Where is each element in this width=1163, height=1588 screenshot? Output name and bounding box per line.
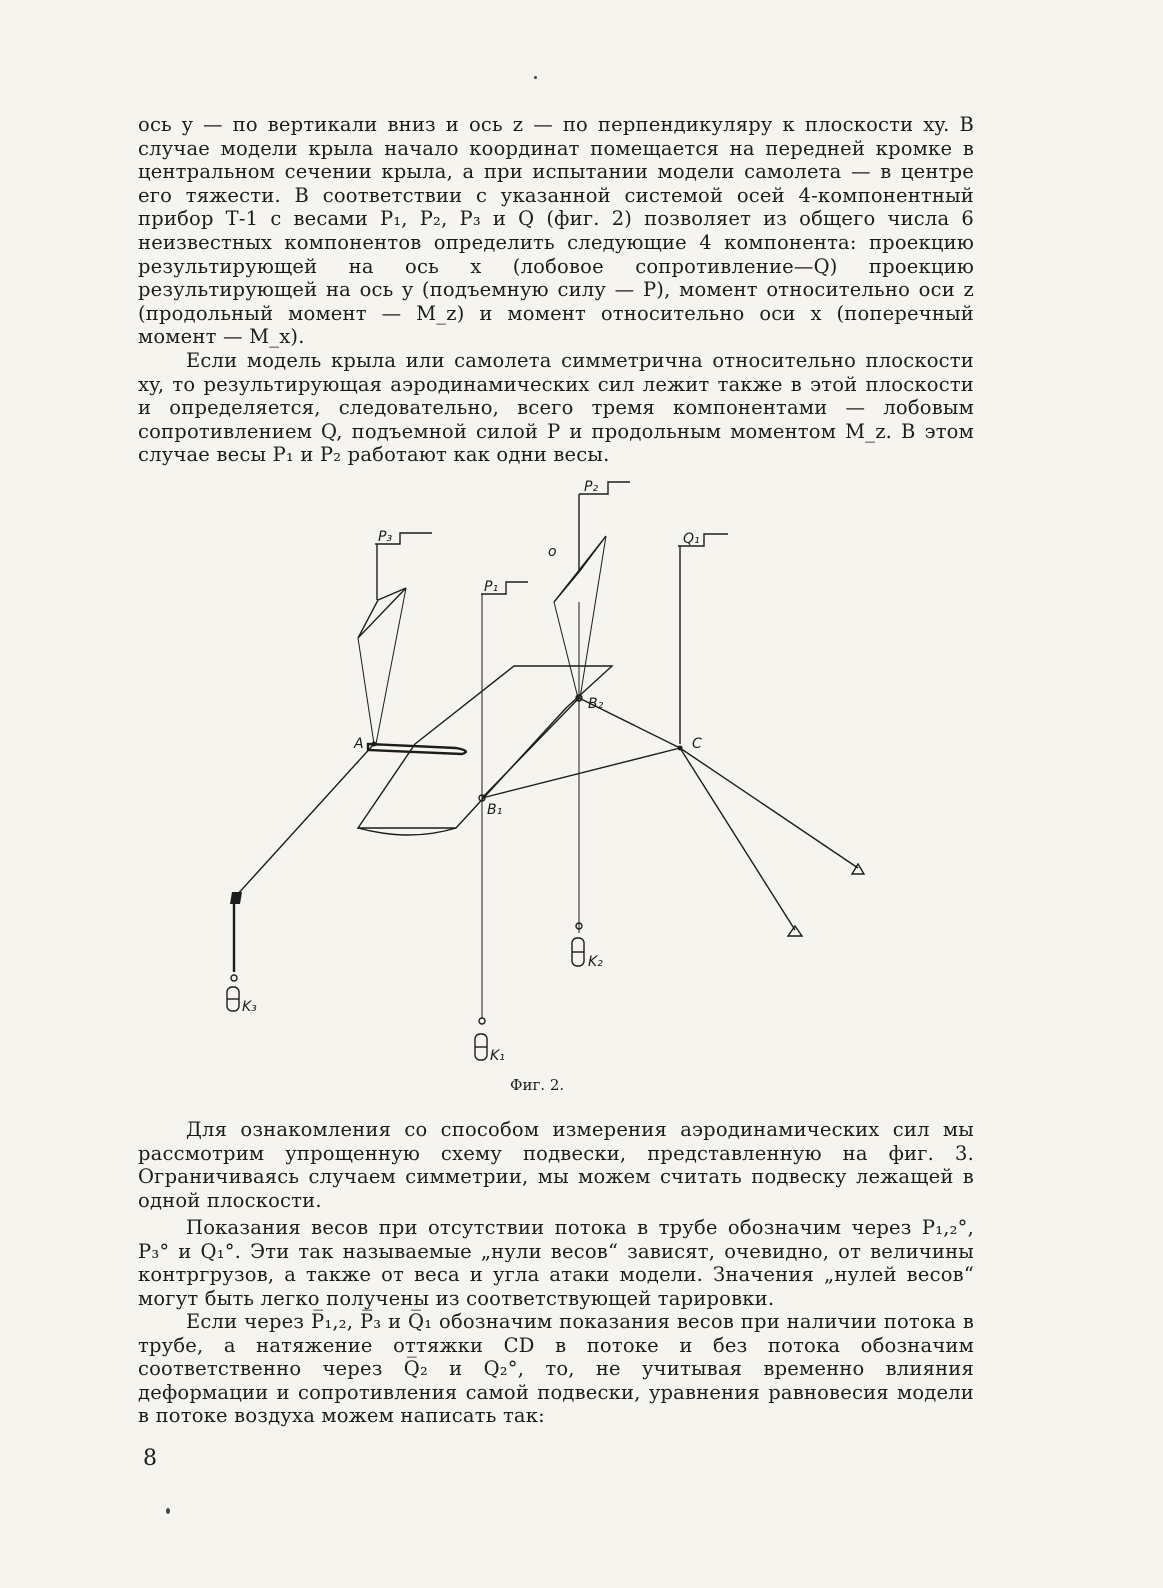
label-b2: B₂: [588, 696, 604, 712]
label-b1: B₁: [487, 802, 503, 818]
label-k2: K₂: [588, 954, 603, 970]
balance-p2: [548, 479, 630, 602]
scan-speck: [534, 76, 537, 79]
paragraph-axes: ось y — по вертикали вниз и ось z — по перпендикуляру к плоскости xy. В случае модели крыла начало координат помещается на передней кромке в центральном сечении крыла, а при испытании модели самолета — в центре его тяжести. В соответствии с указанной системой осей 4-компонентный прибор Т-1 с весами P₁, P₂, P₃ и Q (фиг. 2) позволяет из общего числа 6 неизвестных компонентов определить следующие 4 компонента: проекцию результирующей на ось x (лобовое сопротивление—Q) проекцию результирующей на ось y (подъемную силу — P), момент относительно оси z (продольный момент — M_z) и момент относительно оси x (поперечный момент — M_x).: [138, 113, 974, 349]
paragraph-symmetry: Если модель крыла или самолета симметрична относительно плоскости xy, то результирующая аэродинамических сил лежит также в этой плоскости и определяется, следовательно, всего тремя компонентами — лобовым сопротивлением Q, подъемной силой P и продольным моментом M_z. В этом случае весы P₁ и P₂ работают как одни весы.: [138, 349, 974, 467]
label-p1: P₁: [484, 579, 499, 595]
paragraph-equations: Если через P̅₁,₂, P̅₃ и Q̅₁ обозначим показания весов при наличии потока в трубе, а натяжение оттяжки CD в потоке и без потока обозначим соответственно через Q̅₂ и Q₂°, то, не учитывая временно влияния деформации и сопротивления самой подвески, уравнения равновесия модели в потоке воздуха можем написать так:: [138, 1310, 974, 1428]
label-k1: K₁: [490, 1048, 505, 1064]
label-c: C: [692, 736, 702, 752]
label-a: A: [354, 736, 364, 752]
label-p2: P₂: [584, 479, 599, 495]
paragraph-scheme: Для ознакомления со способом измерения аэродинамических сил мы рассмотрим упрощенную схему подвески, представленную на фиг. 3. Ограничиваясь случаем симметрии, мы можем считать подвеску лежащей в одной плоскости.: [138, 1118, 974, 1212]
balance-p1: [481, 579, 528, 1018]
figure-caption: Фиг. 2.: [510, 1076, 565, 1094]
balance-q1: [678, 531, 728, 744]
label-q1: Q₁: [683, 531, 700, 547]
label-k3: K₃: [242, 999, 257, 1015]
suspension-diagram: [210, 478, 930, 1078]
label-o: o: [548, 544, 557, 560]
label-p3: P₃: [378, 529, 393, 545]
paragraph-zeros: Показания весов при отсутствии потока в трубе обозначим через P₁,₂°, P₃° и Q₁°. Эти так называемые „нули весов“ зависят, очевидно, от величины контргрузов, а также от веса и угла атаки модели. Значения „нулей весов“ могут быть легко получены из соответствующей тарировки.: [138, 1216, 974, 1310]
scan-speck: [166, 1508, 170, 1514]
balance-p3: [358, 529, 432, 638]
wing-model: [358, 666, 612, 835]
page-number: 8: [143, 1446, 157, 1471]
